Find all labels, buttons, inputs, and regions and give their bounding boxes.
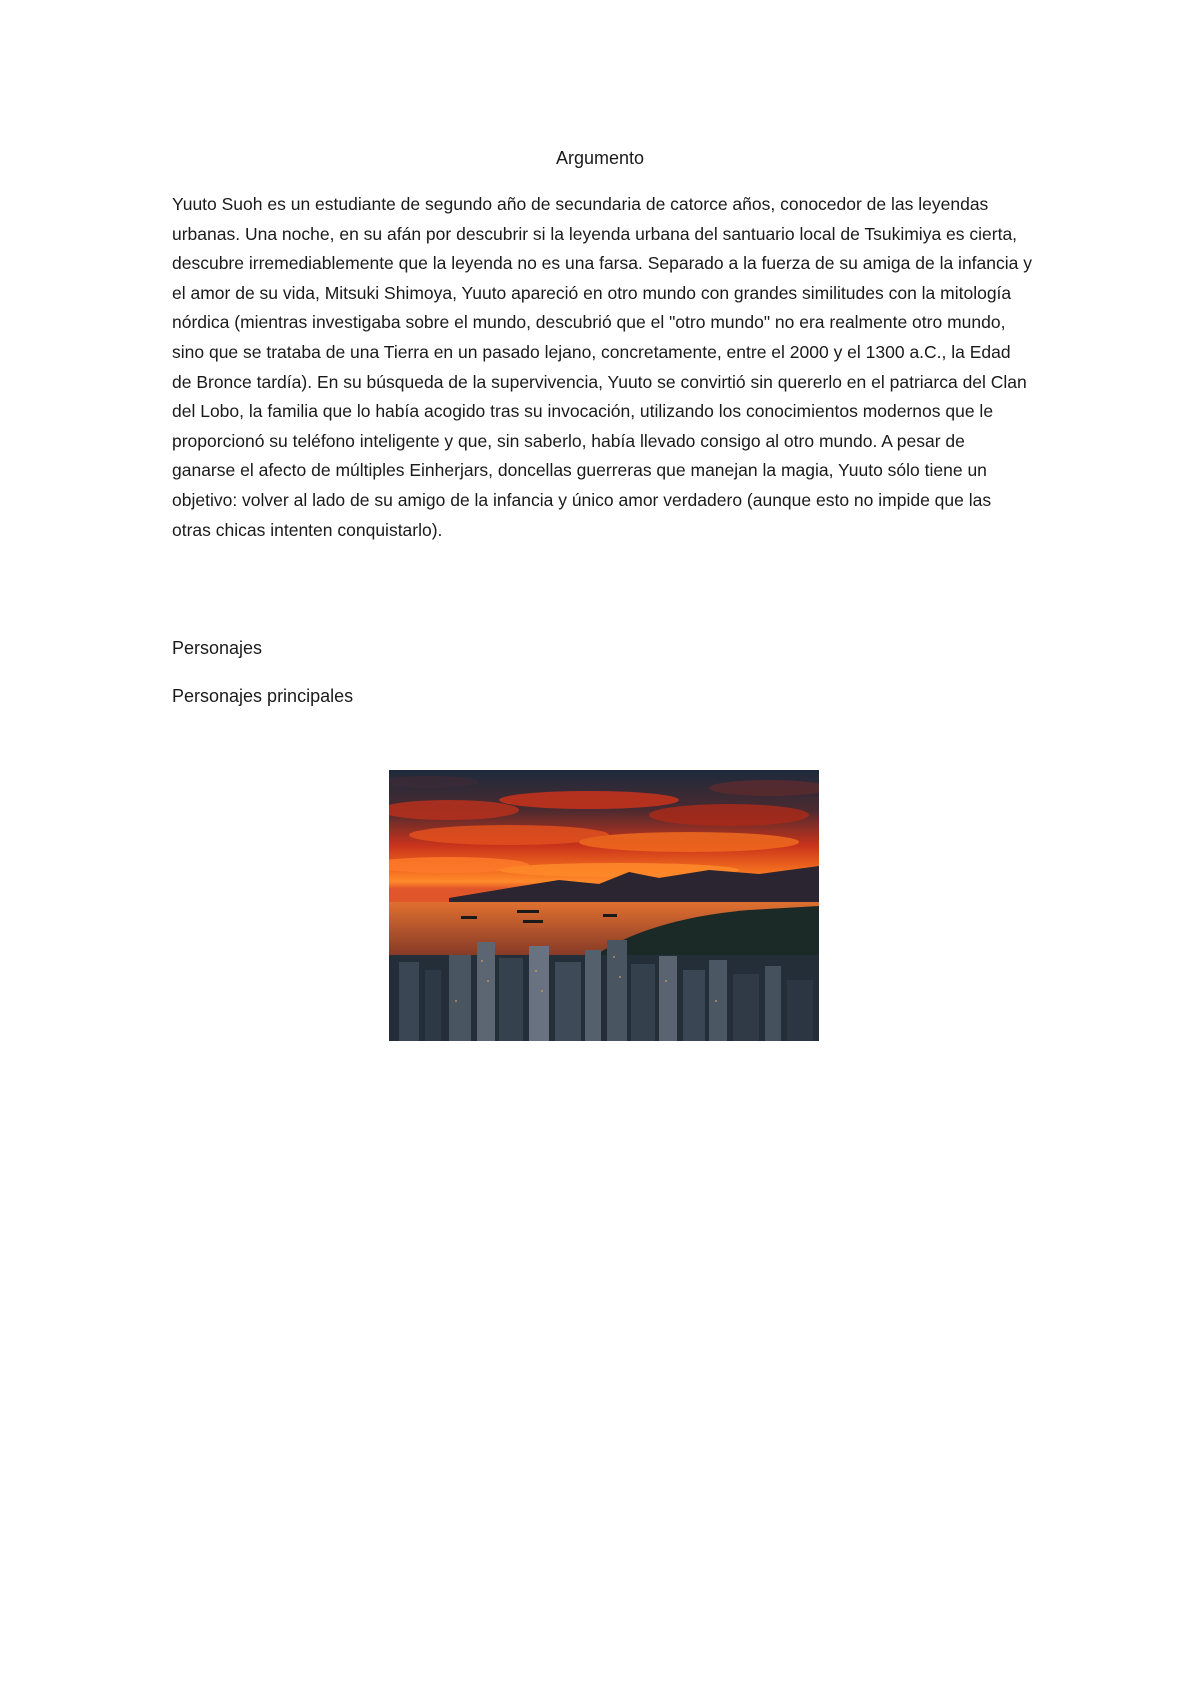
subsection-heading-personajes-principales: Personajes principales xyxy=(172,686,354,706)
sunset-city-photo xyxy=(389,770,819,1041)
plot-paragraph: Yuuto Suoh es un estudiante de segundo año de secundaria de catorce años, conocedor de las leyendas urbanas. Una noche, en su afán por descubrir si la leyenda urbana del santuario local de Tsukimiya es cierta, descubre irremediablemente que la leyenda no es una farsa. Separado a la fuerza de su amiga de la infancia y el amor de su vida, Mitsuki Shimoya, Yuuto apareció en otro mundo con grandes similitudes con la mitología nórdica (mientras investigaba sobre el mundo, descubrió que el "otro mundo" no era realmente otro mundo, sino que se trataba de una Tierra en un pasado lejano, concretamente, entre el 2000 y el 1300 a.C., la Edad de Bronce tardía). En su búsqueda de la supervivencia, Yuuto se convirtió sin quererlo en el patriarca del Clan del Lobo, la familia que lo había acogido tras su invocación, utilizando los conocimientos modernos que le proporcionó su teléfono inteligente y que, sin saberlo, había llevado consigo al otro mundo. A pesar de ganarse el afecto de múltiples Einherjars, doncellas guerreras que manejan la magia, Yuuto sólo tiene un objetivo: volver al lado de su amigo de la infancia y único amor verdadero (aunque esto no impide que las otras chicas intenten conquistarlo). xyxy=(172,194,1032,540)
city-skyline xyxy=(389,940,819,1041)
section-heading-personajes: Personajes xyxy=(172,638,263,658)
document-title: Argumento xyxy=(555,148,645,168)
